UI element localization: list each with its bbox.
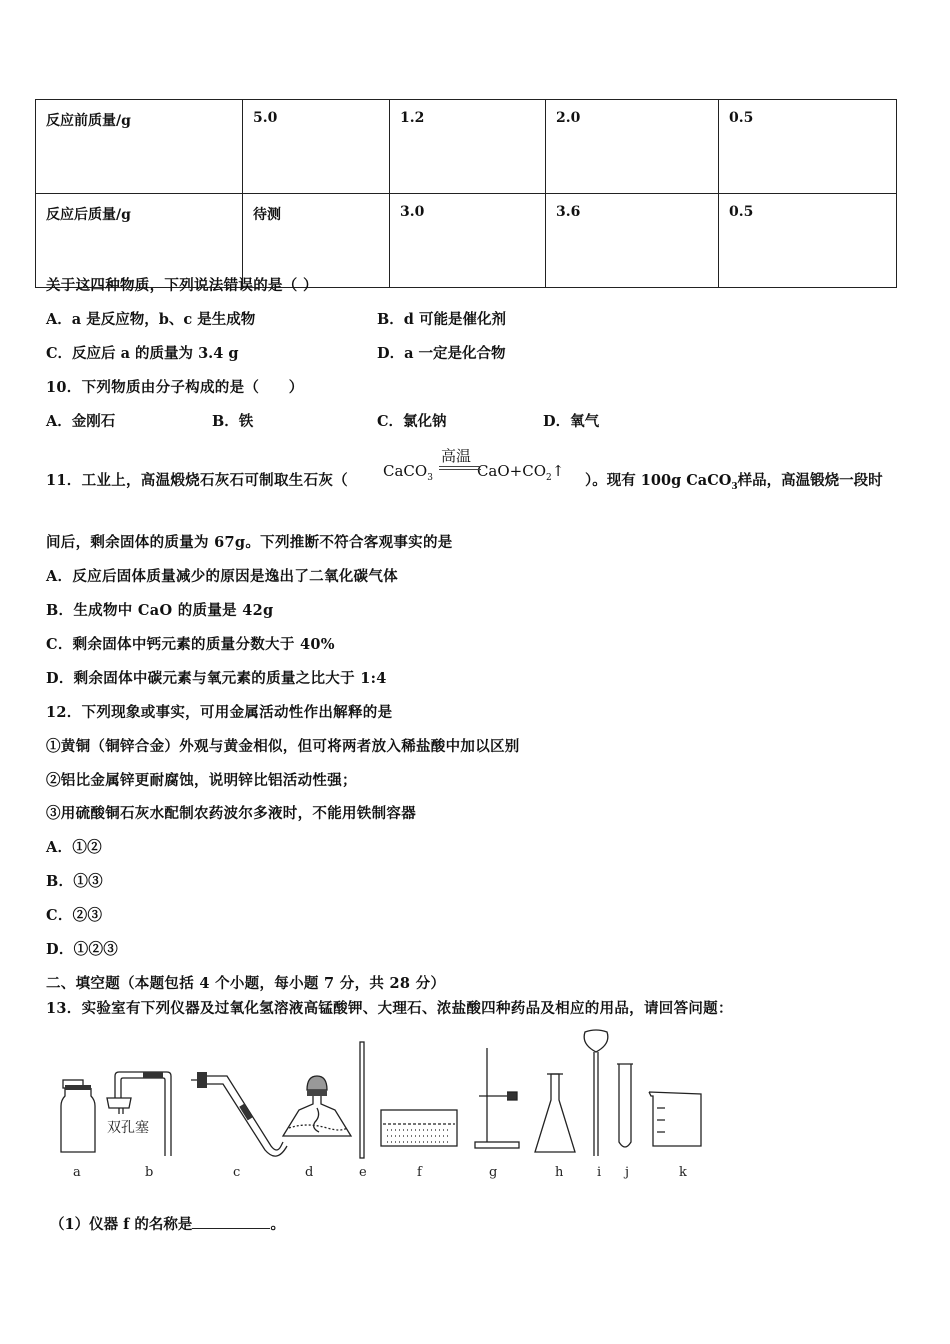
q12-option-c: C．②③	[46, 907, 103, 924]
answer-blank[interactable]	[192, 1214, 270, 1229]
q11-stem-tail	[585, 469, 883, 492]
apparatus-label-g: g	[489, 1165, 498, 1180]
table-cell: 5.0	[243, 100, 390, 194]
q11-stem-tail-part2: 样品，高温锻烧一段时	[737, 472, 883, 489]
q11-option-c: C．剩余固体中钙元素的质量分数大于 40%	[46, 636, 335, 653]
q13-stem: 13．实验室有下列仪器及过氧化氢溶液高锰酸钾、大理石、浓盐酸四种药品及相应的用品，请回答问题：	[46, 1000, 733, 1017]
iron-stand-icon	[475, 1048, 519, 1148]
q12-option-b: B．①③	[46, 873, 103, 890]
q11-stem-tail-part1: ）。现有 100g CaCO	[585, 472, 732, 489]
q11-option-a: A．反应后固体质量减少的原因是逸出了二氧化碳气体	[46, 568, 398, 585]
mass-table	[35, 99, 897, 288]
apparatus-label-h: h	[555, 1165, 564, 1180]
section-title: 二、填空题（本题包括 4 个小题，每小题 7 分，共 28 分）	[46, 975, 446, 992]
beaker-icon	[649, 1092, 701, 1146]
q12-option-a: A．①②	[46, 839, 102, 856]
delivery-tube-icon	[191, 1072, 287, 1156]
q10-option-d: D．氧气	[543, 413, 600, 430]
q11-stem-continued: 间后，剩余固体的质量为 67g。下列推断不符合客观事实的是	[46, 534, 453, 551]
stopper-label: 双孔塞	[107, 1120, 149, 1136]
equation-products: CaO+CO	[476, 462, 546, 480]
table-row	[36, 100, 897, 194]
equals-line-top	[439, 466, 481, 467]
table-cell: 3.0	[390, 194, 546, 288]
q9-option-d: D．a 一定是化合物	[377, 345, 506, 362]
apparatus-label-c: c	[233, 1165, 241, 1180]
q12-item-3: ③用硫酸铜石灰水配制农药波尔多液时，不能用铁制容器	[46, 805, 416, 822]
apparatus-label-b: b	[145, 1165, 154, 1180]
row-label: 反应后质量/g	[36, 194, 243, 288]
reagent-bottle-icon	[61, 1080, 95, 1152]
apparatus-label-d: d	[305, 1165, 314, 1180]
reaction-equation	[383, 447, 581, 490]
apparatus-label-a: a	[73, 1165, 81, 1180]
q12-option-d: D．①②③	[46, 941, 119, 958]
q11-option-d: D．剩余固体中碳元素与氧元素的质量之比大于 1:4	[46, 670, 387, 687]
apparatus-label-k: k	[679, 1165, 687, 1180]
double-hole-stopper-icon	[107, 1072, 171, 1156]
long-neck-funnel-icon	[584, 1030, 608, 1156]
apparatus-label-j: j	[625, 1165, 630, 1180]
table-cell: 3.6	[546, 194, 719, 288]
q9-stem: 关于这四种物质，下列说法错误的是（ ）	[46, 277, 318, 294]
alcohol-lamp-icon	[283, 1076, 351, 1136]
equation-reactant: CaCO	[383, 462, 428, 480]
q10-stem: 10．下列物质由分子构成的是（ ）	[46, 379, 304, 396]
table-cell: 待测	[243, 194, 390, 288]
q10-option-c: C．氯化钠	[377, 413, 447, 430]
q13-sub1	[50, 1213, 285, 1234]
row-label: 反应前质量/g	[36, 100, 243, 194]
q12-item-2: ②铝比金属锌更耐腐蚀，说明锌比铝活动性强；	[46, 772, 357, 789]
apparatus-illustration	[45, 1028, 745, 1188]
table-cell: 2.0	[546, 100, 719, 194]
equation-reactant-subscript: 3	[427, 473, 433, 483]
equation-condition: 高温	[441, 447, 472, 465]
equation-products-subscript: 2	[546, 473, 552, 483]
q12-stem: 12．下列现象或事实，可用金属活动性作出解释的是	[46, 704, 393, 721]
gas-arrow: ↑	[551, 462, 565, 480]
apparatus-label-e: e	[359, 1165, 367, 1180]
water-trough-icon	[381, 1110, 457, 1146]
apparatus-label-f: f	[417, 1165, 422, 1180]
glass-rod-icon	[360, 1042, 364, 1158]
test-tube-icon	[617, 1064, 633, 1147]
table-cell: 0.5	[719, 100, 897, 194]
q11-option-b: B．生成物中 CaO 的质量是 42g	[46, 602, 274, 619]
q10-option-a: A．金刚石	[46, 413, 116, 430]
table-cell: 0.5	[719, 194, 897, 288]
q9-option-c: C．反应后 a 的质量为 3.4 g	[46, 345, 239, 362]
apparatus-label-i: i	[597, 1165, 602, 1180]
q11-stem-tail-subscript: 3	[731, 481, 738, 492]
q13-sub1-text: （1）仪器 f 的名称是	[50, 1216, 193, 1233]
q9-option-b: B．d 可能是催化剂	[377, 311, 506, 328]
equals-line-bottom	[439, 469, 481, 470]
table-cell: 1.2	[390, 100, 546, 194]
q12-item-1: ①黄铜（铜锌合金）外观与黄金相似，但可将两者放入稀盐酸中加以区别	[46, 738, 520, 755]
q9-option-a: A．a 是反应物，b、c 是生成物	[46, 311, 256, 328]
conical-flask-icon	[535, 1074, 575, 1152]
q10-option-b: B．铁	[212, 413, 254, 430]
q13-sub1-end: 。	[270, 1216, 285, 1233]
q11-stem-start: 11．工业上，高温煅烧石灰石可制取生石灰（	[46, 472, 348, 489]
